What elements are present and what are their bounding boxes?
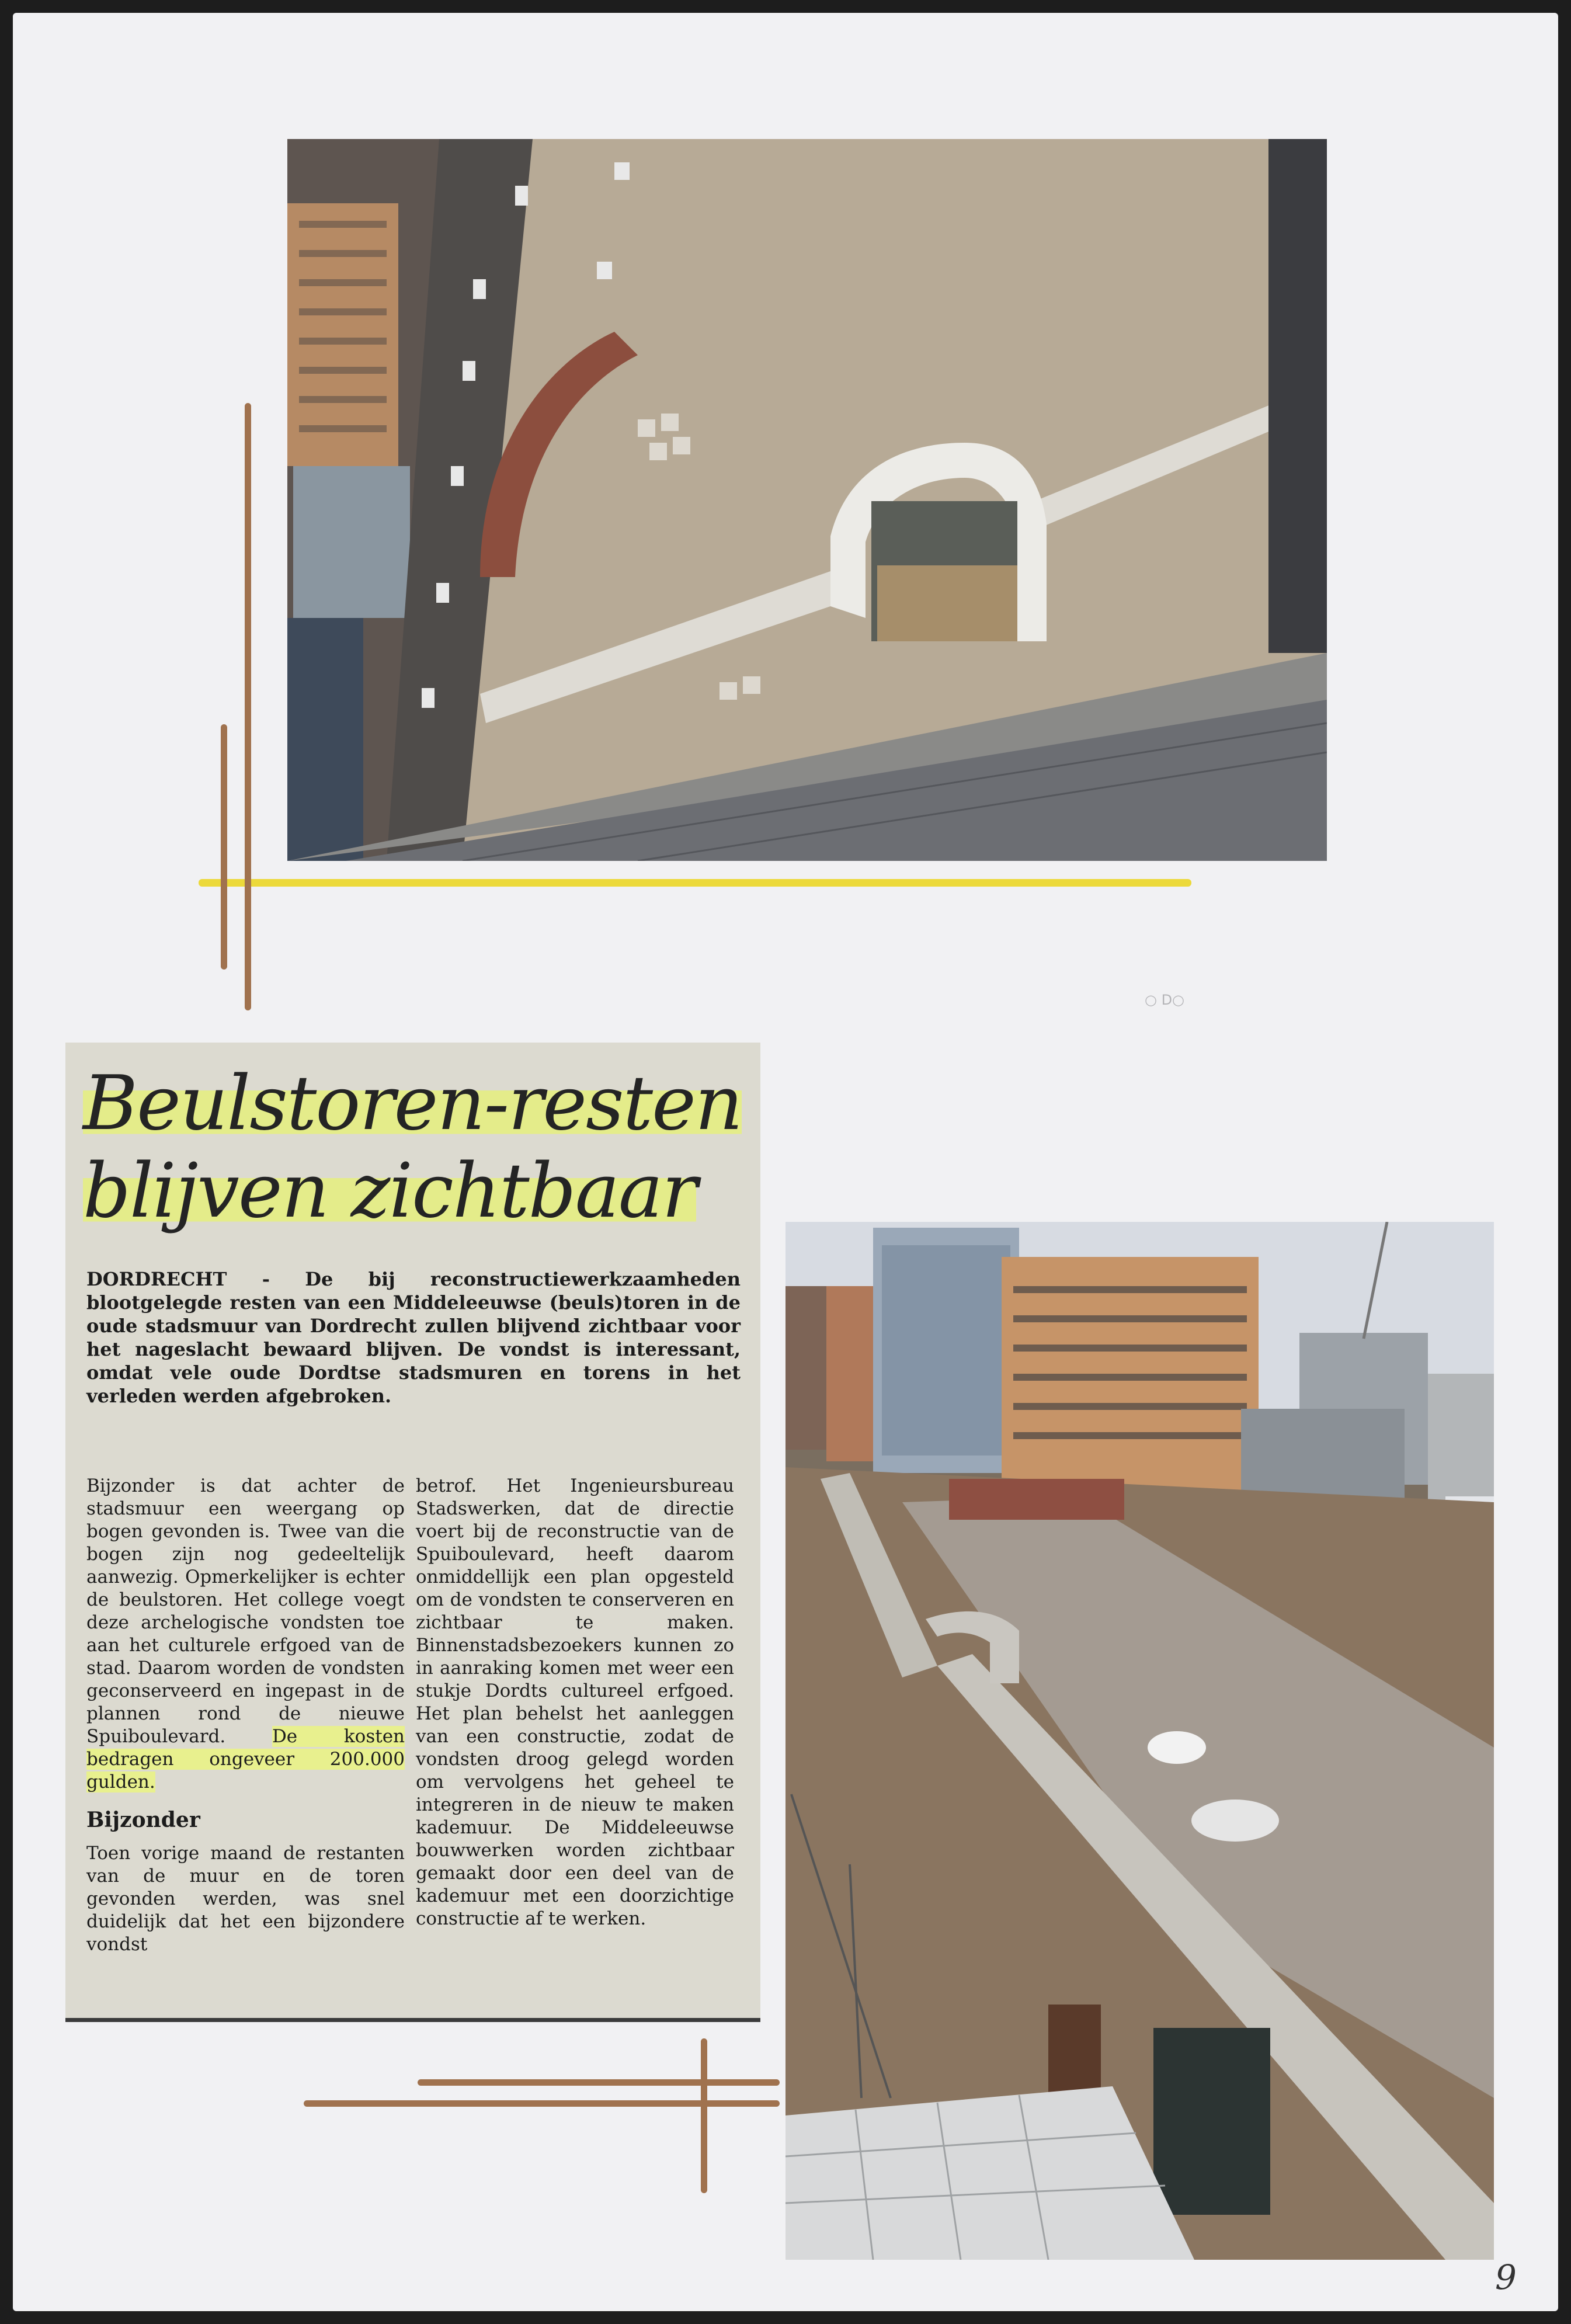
- article-column-right: [416, 1475, 734, 1930]
- article-column-left: [86, 1475, 405, 1956]
- construction-street-photo: [786, 1222, 1494, 2260]
- article-lead: DORDRECHT - De bij reconstructiewerkzaamheden blootgelegde resten van een Middeleeuwse (beuls)toren in de oude stadsmuur van Dordrecht zullen blijvend zichtbaar voor het nageslacht bewaard blijven. De vondst is interessant, omdat vele oude Dordtse stadsmuren en torens in het verleden werden afgebroken.: [86, 1268, 741, 1407]
- article-headline: [83, 1060, 749, 1235]
- construction-aerial-illustration: [287, 139, 1327, 861]
- page-number: 9: [1495, 2257, 1517, 2297]
- newspaper-clipping: [65, 1043, 760, 2022]
- headline-line-1: Beulstoren-resten: [83, 1060, 742, 1147]
- brown-marker-stroke-vertical-right: [701, 2038, 707, 2193]
- article-paragraph: [86, 1475, 405, 1794]
- highlighted-text: De kosten bedragen ongeveer 200.000 gulden.: [86, 1726, 405, 1792]
- brown-marker-stroke-vertical-long: [245, 403, 251, 1010]
- brown-marker-stroke-horizontal-1: [418, 2079, 780, 2086]
- article-paragraph: Toen vorige maand de restanten van de muur en de toren gevonden werden, was snel duidelijk dat het een bijzondere vondst: [86, 1843, 405, 1955]
- paragraph-text: Bijzonder is dat achter de stadsmuur een weergang op bogen gevonden is. Twee van die bogen zijn nog gedeeltelijk aanwezig. Opmerkelijker is echter de beulstoren. Het college voegt deze archelogische vondsten toe aan het culturele erfgoed van de stad. Daarom worden de vondsten geconserveerd en ingepast in de plannen rond de nieuwe Spuiboulevard.: [86, 1475, 405, 1747]
- article-subhead: Bijzonder: [86, 1808, 200, 1832]
- construction-aerial-photo: [287, 139, 1327, 861]
- brown-marker-stroke-horizontal-2: [304, 2100, 780, 2107]
- article-paragraph: betrof. Het Ingenieursbureau Stadswerken, dat de directie voert bij de reconstructie van de Spuiboulevard, heeft daarom onmiddellijk een plan opgesteld om de vondsten te conserveren en zichtbaar te maken. Binnenstadsbezoekers kunnen zo in aanraking komen met weer een stukje Dordts cultureel erfgoed. Het plan behelst het aanleggen van een constructie, zodat de vondsten droog gelegd worden om vervolgens het geheel te integreren in de nieuw te maken kademuur. De Middeleeuwse bouwwerken worden zichtbaar gemaakt door een deel van de kademuur met een doorzichtige constructie af te werken.: [416, 1475, 734, 1929]
- faint-mark: ○ D○: [1145, 992, 1184, 1008]
- construction-street-illustration: [786, 1222, 1494, 2260]
- brown-marker-stroke-vertical-short: [221, 724, 227, 970]
- headline-line-2: blijven zichtbaar: [83, 1148, 697, 1235]
- yellow-marker-stroke: [199, 879, 1191, 887]
